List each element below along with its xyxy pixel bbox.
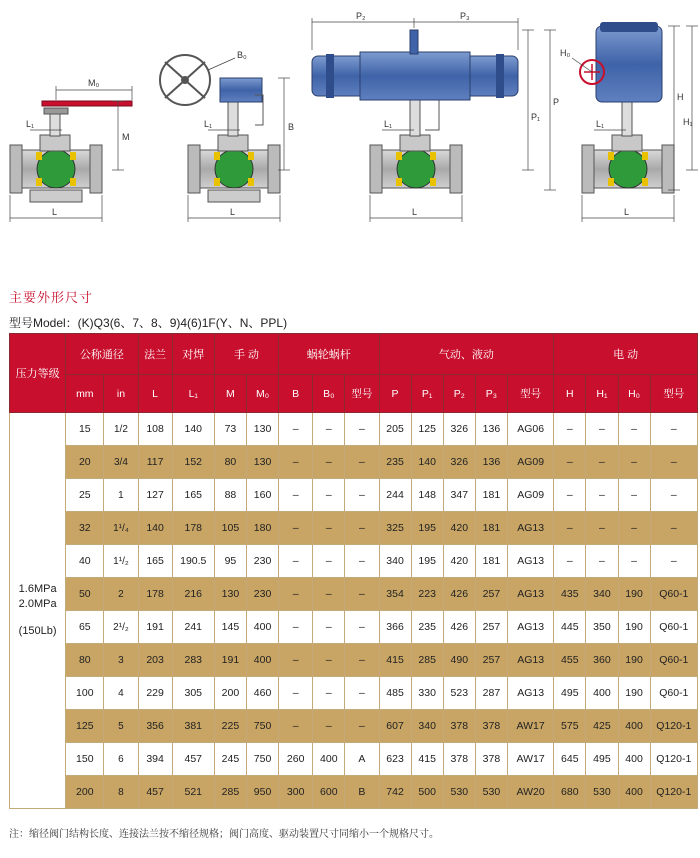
valve-dimension-drawings <box>0 0 700 270</box>
header-pressure-class: 压力等级 <box>10 334 66 413</box>
table-cell: 216 <box>172 578 214 611</box>
table-cell: AW17 <box>508 710 554 743</box>
table-cell: 2 <box>104 578 138 611</box>
sub-header-cell: M <box>214 375 246 413</box>
table-cell: – <box>313 677 345 710</box>
table-row <box>10 611 698 644</box>
figure-worm-gear <box>160 50 294 222</box>
table-cell: A <box>345 743 379 776</box>
sub-header-cell: mm <box>66 375 104 413</box>
dim-label-b: B <box>288 122 295 132</box>
sub-header-cell: H <box>554 375 586 413</box>
table-cell: – <box>586 545 618 578</box>
table-cell: 400 <box>586 677 618 710</box>
table-cell: 645 <box>554 743 586 776</box>
table-cell: 3 <box>104 644 138 677</box>
table-cell: 326 <box>443 446 475 479</box>
table-cell: – <box>618 479 650 512</box>
dim-label-l1: L₁ <box>596 119 605 129</box>
table-cell: 230 <box>246 545 278 578</box>
table-cell: AG13 <box>508 578 554 611</box>
table-row <box>10 446 698 479</box>
table-cell: 750 <box>246 710 278 743</box>
dim-label-l: L <box>52 207 58 217</box>
table-row <box>10 776 698 809</box>
table-cell: 490 <box>443 644 475 677</box>
table-cell: 600 <box>313 776 345 809</box>
table-cell: – <box>279 479 313 512</box>
sub-header-cell: 型号 <box>508 375 554 413</box>
table-cell: 190 <box>618 578 650 611</box>
dim-label-p3: P₃ <box>460 11 470 21</box>
table-cell: 360 <box>586 644 618 677</box>
table-cell: 426 <box>443 611 475 644</box>
table-cell: 191 <box>138 611 172 644</box>
table-cell: – <box>313 545 345 578</box>
table-cell: 347 <box>443 479 475 512</box>
table-cell: 181 <box>475 512 507 545</box>
table-cell: 88 <box>214 479 246 512</box>
table-cell: 136 <box>475 413 507 446</box>
sub-header-cell: P₂ <box>443 375 475 413</box>
table-cell: 190 <box>618 677 650 710</box>
table-cell: – <box>554 413 586 446</box>
table-cell: – <box>618 545 650 578</box>
figure-electric <box>560 22 698 222</box>
table-cell: 178 <box>172 512 214 545</box>
table-cell: 283 <box>172 644 214 677</box>
table-cell: 623 <box>379 743 411 776</box>
table-cell: 20 <box>66 446 104 479</box>
table-cell: 378 <box>443 743 475 776</box>
table-cell: – <box>279 710 313 743</box>
table-cell: 3/4 <box>104 446 138 479</box>
table-cell: AW20 <box>508 776 554 809</box>
table-cell: 225 <box>214 710 246 743</box>
table-cell: – <box>279 644 313 677</box>
table-cell: 950 <box>246 776 278 809</box>
table-cell: Q120-1 <box>650 710 697 743</box>
table-cell: 229 <box>138 677 172 710</box>
table-cell: 400 <box>618 710 650 743</box>
table-cell: 415 <box>379 644 411 677</box>
table-cell: 305 <box>172 677 214 710</box>
table-cell: – <box>345 710 379 743</box>
table-cell: – <box>554 512 586 545</box>
table-cell: 80 <box>66 644 104 677</box>
table-cell: 108 <box>138 413 172 446</box>
table-row <box>10 578 698 611</box>
table-cell: 400 <box>618 776 650 809</box>
table-cell: 425 <box>586 710 618 743</box>
table-cell: 325 <box>379 512 411 545</box>
table-cell: 340 <box>586 578 618 611</box>
header-electric: 电 动 <box>554 334 698 375</box>
table-cell: AG13 <box>508 545 554 578</box>
table-cell: – <box>279 512 313 545</box>
table-cell: 2¹/₂ <box>104 611 138 644</box>
dim-label-l1: L₁ <box>384 119 393 129</box>
pressure-class-line2: 2.0MPa <box>18 598 57 610</box>
table-cell: AW17 <box>508 743 554 776</box>
pressure-class-line3: (150Lb) <box>18 625 57 637</box>
table-cell: – <box>313 644 345 677</box>
sub-header-cell: P₁ <box>411 375 443 413</box>
dim-label-p2: P₂ <box>356 11 366 21</box>
table-cell: 125 <box>66 710 104 743</box>
sub-header-cell: B <box>279 375 313 413</box>
table-cell: 152 <box>172 446 214 479</box>
table-cell: – <box>313 446 345 479</box>
table-cell: – <box>650 545 697 578</box>
sub-header-cell: L₁ <box>172 375 214 413</box>
table-cell: 260 <box>279 743 313 776</box>
dim-label-h0: H₀ <box>560 48 571 58</box>
table-cell: AG13 <box>508 512 554 545</box>
table-cell: 100 <box>66 677 104 710</box>
table-cell: 190.5 <box>172 545 214 578</box>
table-cell: Q60-1 <box>650 611 697 644</box>
table-cell: – <box>345 512 379 545</box>
table-cell: B <box>345 776 379 809</box>
table-cell: 742 <box>379 776 411 809</box>
table-row <box>10 512 698 545</box>
table-cell: Q120-1 <box>650 743 697 776</box>
table-cell: 326 <box>443 413 475 446</box>
sub-header-cell: H₀ <box>618 375 650 413</box>
sub-header-cell: P <box>379 375 411 413</box>
table-cell: 5 <box>104 710 138 743</box>
header-nominal-size: 公称通径 <box>66 334 138 375</box>
table-cell: – <box>345 446 379 479</box>
table-cell: 73 <box>214 413 246 446</box>
table-cell: – <box>279 446 313 479</box>
table-cell: – <box>279 677 313 710</box>
sub-header-cell: in <box>104 375 138 413</box>
table-cell: 15 <box>66 413 104 446</box>
table-cell: 378 <box>443 710 475 743</box>
table-cell: 354 <box>379 578 411 611</box>
table-cell: 200 <box>66 776 104 809</box>
table-cell: 521 <box>172 776 214 809</box>
model-line: 型号Model：(K)Q3(6、7、8、9)4(6)1F(Y、N、PPL) <box>9 316 288 330</box>
dim-label-l: L <box>412 207 418 217</box>
table-cell: 530 <box>443 776 475 809</box>
dim-label-l: L <box>230 207 236 217</box>
table-cell: 257 <box>475 644 507 677</box>
table-cell: 181 <box>475 545 507 578</box>
header-pneumatic: 气动、液动 <box>379 334 554 375</box>
sub-header-cell: 型号 <box>345 375 379 413</box>
table-cell: 394 <box>138 743 172 776</box>
table-cell: – <box>618 413 650 446</box>
table-row <box>10 743 698 776</box>
table-cell: – <box>345 578 379 611</box>
table-cell: – <box>279 578 313 611</box>
table-cell: 285 <box>214 776 246 809</box>
pressure-class-line1: 1.6MPa <box>18 583 57 595</box>
table-cell: – <box>554 479 586 512</box>
table-cell: 8 <box>104 776 138 809</box>
dim-label-m: M <box>122 132 130 142</box>
table-cell: 205 <box>379 413 411 446</box>
table-cell: 195 <box>411 512 443 545</box>
table-cell: – <box>586 512 618 545</box>
table-cell: 241 <box>172 611 214 644</box>
table-cell: 285 <box>411 644 443 677</box>
table-cell: 400 <box>246 644 278 677</box>
table-body <box>10 413 698 809</box>
table-cell: – <box>345 644 379 677</box>
table-cell: AG06 <box>508 413 554 446</box>
table-cell: – <box>313 413 345 446</box>
table-cell: 6 <box>104 743 138 776</box>
table-cell: – <box>345 677 379 710</box>
table-cell: 117 <box>138 446 172 479</box>
table-cell: 230 <box>246 578 278 611</box>
table-cell: AG13 <box>508 677 554 710</box>
table-cell: 150 <box>66 743 104 776</box>
table-cell: – <box>586 479 618 512</box>
table-cell: 190 <box>618 644 650 677</box>
table-cell: AG13 <box>508 644 554 677</box>
table-cell: 235 <box>379 446 411 479</box>
table-cell: 160 <box>246 479 278 512</box>
table-cell: Q60-1 <box>650 644 697 677</box>
table-cell: 1 <box>104 479 138 512</box>
table-cell: Q60-1 <box>650 677 697 710</box>
dim-label-h: H <box>677 92 684 102</box>
table-cell: Q120-1 <box>650 776 697 809</box>
table-cell: 140 <box>172 413 214 446</box>
table-cell: 50 <box>66 578 104 611</box>
table-cell: 145 <box>214 611 246 644</box>
table-cell: 381 <box>172 710 214 743</box>
table-cell: 356 <box>138 710 172 743</box>
table-cell: 680 <box>554 776 586 809</box>
table-cell: 125 <box>411 413 443 446</box>
sub-header-row <box>10 375 698 413</box>
table-cell: 165 <box>172 479 214 512</box>
table-cell: 415 <box>411 743 443 776</box>
table-cell: – <box>313 479 345 512</box>
table-cell: – <box>279 413 313 446</box>
sub-header-cell: P₃ <box>475 375 507 413</box>
table-cell: 95 <box>214 545 246 578</box>
table-cell: 245 <box>214 743 246 776</box>
figure-manual-lever <box>10 78 132 222</box>
table-cell: 32 <box>66 512 104 545</box>
table-cell: 127 <box>138 479 172 512</box>
table-cell: – <box>650 413 697 446</box>
dim-label-h1: H₁ <box>683 117 693 127</box>
table-cell: 130 <box>246 446 278 479</box>
table-cell: 1/2 <box>104 413 138 446</box>
dim-label-b0: B₀ <box>237 50 247 60</box>
table-cell: AG09 <box>508 479 554 512</box>
table-cell: 495 <box>554 677 586 710</box>
table-cell: 435 <box>554 578 586 611</box>
table-cell: 350 <box>586 611 618 644</box>
table-cell: – <box>313 578 345 611</box>
table-cell: 400 <box>246 611 278 644</box>
table-cell: 1¹/₂ <box>104 545 138 578</box>
table-cell: 530 <box>475 776 507 809</box>
table-cell: 203 <box>138 644 172 677</box>
table-cell: 140 <box>411 446 443 479</box>
table-cell: 136 <box>475 446 507 479</box>
table-cell: 495 <box>586 743 618 776</box>
table-cell: 191 <box>214 644 246 677</box>
table-row <box>10 479 698 512</box>
table-cell: 195 <box>411 545 443 578</box>
table-cell: 65 <box>66 611 104 644</box>
dimension-table <box>9 333 698 809</box>
table-cell: 750 <box>246 743 278 776</box>
table-cell: – <box>650 446 697 479</box>
table-cell: 523 <box>443 677 475 710</box>
table-cell: 257 <box>475 611 507 644</box>
table-cell: 400 <box>313 743 345 776</box>
table-cell: 4 <box>104 677 138 710</box>
table-cell: 400 <box>618 743 650 776</box>
table-cell: 455 <box>554 644 586 677</box>
table-cell: 330 <box>411 677 443 710</box>
table-row <box>10 710 698 743</box>
table-cell: 420 <box>443 512 475 545</box>
table-cell: – <box>345 545 379 578</box>
table-cell: 130 <box>246 413 278 446</box>
table-cell: – <box>313 611 345 644</box>
table-row <box>10 413 698 446</box>
table-cell: 607 <box>379 710 411 743</box>
table-cell: 180 <box>246 512 278 545</box>
header-manual: 手 动 <box>214 334 278 375</box>
header-worm-gear: 蜗轮蜗杆 <box>279 334 379 375</box>
table-cell: 223 <box>411 578 443 611</box>
table-cell: 485 <box>379 677 411 710</box>
table-cell: 457 <box>138 776 172 809</box>
table-cell: AG13 <box>508 611 554 644</box>
table-cell: – <box>618 446 650 479</box>
table-cell: – <box>345 611 379 644</box>
table-cell: – <box>345 413 379 446</box>
table-cell: 148 <box>411 479 443 512</box>
table-cell: 378 <box>475 743 507 776</box>
header-flange: 法兰 <box>138 334 172 375</box>
sub-header-cell: 型号 <box>650 375 697 413</box>
sub-header-cell: M₀ <box>246 375 278 413</box>
sub-header-cell: B₀ <box>313 375 345 413</box>
dim-label-l1: L₁ <box>26 119 35 129</box>
table-cell: 575 <box>554 710 586 743</box>
table-cell: – <box>650 479 697 512</box>
table-cell: 140 <box>138 512 172 545</box>
table-cell: 457 <box>172 743 214 776</box>
table-cell: 257 <box>475 578 507 611</box>
table-cell: 366 <box>379 611 411 644</box>
footnote: 注：缩径阀门结构长度、连接法兰按不缩径规格；阀门高度、驱动装置尺寸同缩小一个规格尺寸。 <box>9 829 439 840</box>
table-cell: – <box>618 512 650 545</box>
table-cell: 530 <box>586 776 618 809</box>
table-cell: 200 <box>214 677 246 710</box>
table-cell: 190 <box>618 611 650 644</box>
table-cell: – <box>586 413 618 446</box>
table-cell: 130 <box>214 578 246 611</box>
table-cell: 340 <box>379 545 411 578</box>
dim-label-l1: L₁ <box>204 119 213 129</box>
table-cell: 105 <box>214 512 246 545</box>
table-cell: Q60-1 <box>650 578 697 611</box>
table-cell: 340 <box>411 710 443 743</box>
table-cell: – <box>586 446 618 479</box>
sub-header-cell: H₁ <box>586 375 618 413</box>
table-cell: – <box>279 545 313 578</box>
table-cell: – <box>313 512 345 545</box>
table-cell: AG09 <box>508 446 554 479</box>
table-cell: 500 <box>411 776 443 809</box>
table-cell: – <box>650 512 697 545</box>
sub-header-cell: L <box>138 375 172 413</box>
figure-pneumatic <box>312 11 559 222</box>
pressure-class-cell <box>10 413 66 809</box>
table-cell: 426 <box>443 578 475 611</box>
table-cell: – <box>345 479 379 512</box>
table-row <box>10 545 698 578</box>
table-cell: 287 <box>475 677 507 710</box>
section-title: 主要外形尺寸 <box>9 290 94 305</box>
table-cell: 181 <box>475 479 507 512</box>
header-butt-weld: 对焊 <box>172 334 214 375</box>
table-cell: 80 <box>214 446 246 479</box>
table-cell: 378 <box>475 710 507 743</box>
table-cell: 420 <box>443 545 475 578</box>
table-cell: 178 <box>138 578 172 611</box>
table-cell: 244 <box>379 479 411 512</box>
dim-label-m0: M₀ <box>88 78 100 88</box>
table-cell: 1¹/₄ <box>104 512 138 545</box>
table-cell: 25 <box>66 479 104 512</box>
dim-label-p1: P₁ <box>531 112 541 122</box>
table-cell: – <box>554 446 586 479</box>
table-row <box>10 644 698 677</box>
table-cell: 445 <box>554 611 586 644</box>
dim-label-l: L <box>624 207 630 217</box>
table-cell: – <box>554 545 586 578</box>
table-cell: 40 <box>66 545 104 578</box>
table-cell: 460 <box>246 677 278 710</box>
table-row <box>10 677 698 710</box>
table-cell: 165 <box>138 545 172 578</box>
table-cell: – <box>279 611 313 644</box>
table-cell: 235 <box>411 611 443 644</box>
table-cell: 300 <box>279 776 313 809</box>
table-cell: – <box>313 710 345 743</box>
dim-label-p: P <box>553 97 560 107</box>
